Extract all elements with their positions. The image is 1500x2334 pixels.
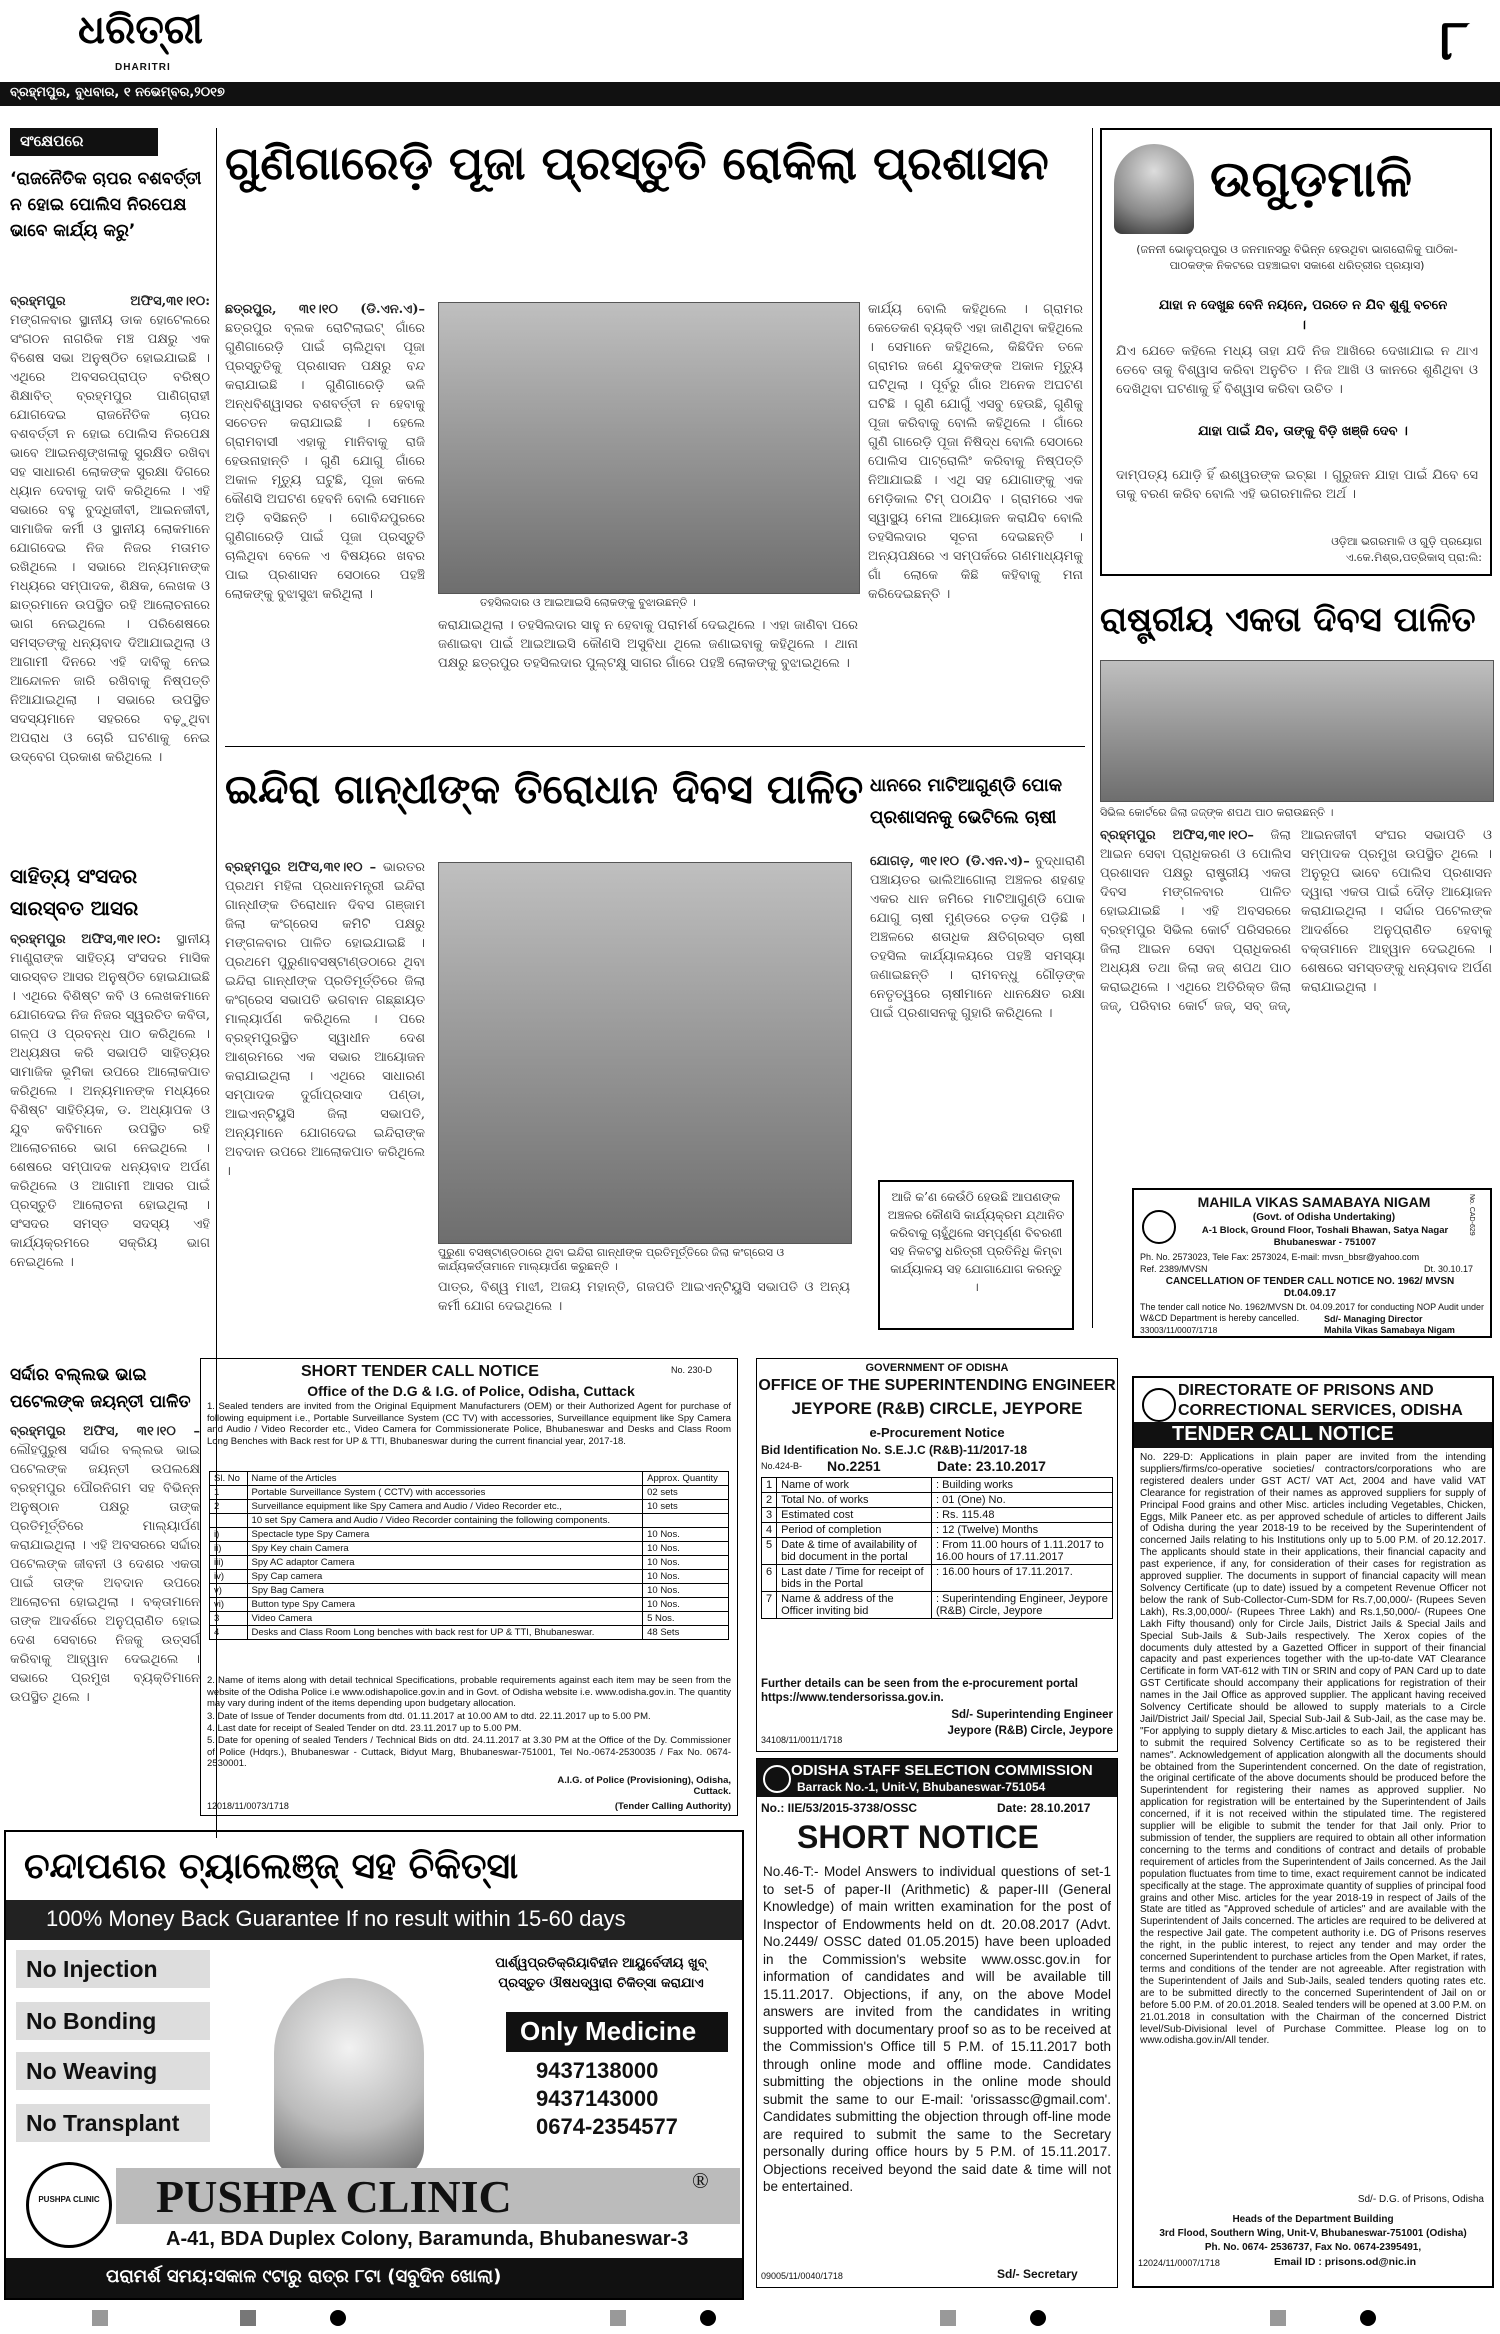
se-office: OFFICE OF THE SUPERINTENDING ENGINEER [758, 1377, 1116, 1394]
cell: Total No. of works [777, 1493, 932, 1508]
prisons-title-2: CORRECTIONAL SERVICES, ODISHA [1178, 1402, 1463, 1419]
cell: 10 Nos. [643, 1598, 729, 1612]
se-no: No.2251 [827, 1458, 881, 1474]
prisons-ad [1132, 1376, 1494, 2288]
lead-photo [438, 302, 860, 594]
brief-dateline: ବ୍ରହ୍ମପୁର ଅଫିସ,୩୧।୧୦: [10, 294, 210, 309]
cell: : From 11.00 hours of 1.11.2017 to 16.00 hours of 17.11.2017 [931, 1538, 1112, 1565]
clinic-no-bonding: No Bonding [16, 2002, 210, 2040]
prisons-head: Heads of the Department Building [1232, 2214, 1394, 2225]
dhana-notice: ଆଜି କ’ଣ କେଉଁଠି ହେଉଛି ଆପଣଙ୍କ ଅଞ୍ଚଳର କୌଣସି କାର୍ଯ୍ୟକ୍ରମ ଯ୍ଥାନିତ କରିବାକୁ ଚାହୁଁଥିଲେ ସମ୍ପୂର୍ଣ୍ଣ ବିବରଣୀ ସହ ନିକଟସ୍ଥ ଧରିତ୍ରୀ ପ୍ରତିନିଧି କିମ୍ବା କାର୍ଯ୍ୟାଳୟ ସହ ଯୋଗାଯୋଗ କରନ୍ତୁ । [887, 1190, 1065, 1294]
registration-marks [0, 2306, 1500, 2330]
cell: 48 Sets [643, 1626, 729, 1640]
cell: : 16.00 hours of 17.11.2017. [931, 1565, 1112, 1592]
cell: 5 [762, 1538, 777, 1565]
indira-caption: ପୁରୁଣା ବସଷ୍ଟାଣ୍ଡଠାରେ ଥିବା ଇନ୍ଦିରା ଗାନ୍ଧୀଙ୍କ ପ୍ରତିମୂର୍ତ୍ତିରେ ଜିଲା କଂଗ୍ରେସ ଓ କାର୍ଯ୍ୟକର୍ତ୍ତାମାନେ ମାଲ୍ୟାର୍ପଣ କରୁଛନ୍ତି । [438, 1246, 785, 1273]
ekata-headline: ରାଷ୍ଟ୍ରୀୟ ଏକତା ଦିବସ ପାଳିତ [1100, 600, 1476, 640]
cell: 5 Nos. [643, 1612, 729, 1626]
ekata-dateline: ବ୍ରହ୍ମପୁର ଅଫିସ,୩୧।୧୦– [1100, 828, 1254, 843]
table-row [210, 1556, 729, 1570]
clinic-name: PUSHPA CLINIC [156, 2171, 512, 2222]
indira-col-1: ବ୍ରହ୍ମପୁର ଅଫିସ,୩୧।୧୦ – ଭାରତର ପ୍ରଥମ ମହିଳା ପ୍ରଧାନମନ୍ତ୍ରୀ ଇନ୍ଦିରା ଗାନ୍ଧୀଙ୍କ ତିରୋଧାନ ଦିବସ ଗଞ୍ଜାମ ଜିଲା କଂଗ୍ରେସ କମିଟି ପକ୍ଷରୁ ମଙ୍ଗଳବାର ପାଳିତ ହୋଇଯାଇଛି । ପ୍ରଥମେ ପୁରୁଣାବସଷ୍ଟାଣ୍ଡଠାରେ ଥିବା ଇନ୍ଦିରା ଗାନ୍ଧୀଙ୍କ ପ୍ରତିମୂର୍ତ୍ତିରେ ଜିଲା କଂଗ୍ରେସ ସଭାପତି ଭଗବାନ ଗଛ୍ଛାୟତ ମାଲ୍ୟାର୍ପଣ କରିଥିଲେ । ପରେ ବ୍ରହ୍ମପୁରସ୍ଥିତ ସ୍ୱାଧୀନ ଦେଶ ଆଶ୍ରମରେ ଏକ ସଭାର ଆୟୋଜନ କରାଯାଇଥିଲା । ଏଥିରେ ସାଧାରଣ ସମ୍ପାଦକ ଦୁର୍ଗାପ୍ରସାଦ ପଣ୍ଡା, ଆଇଏନ୍‌ଟିୟୁସି ଜିଲା ସଭାପତି, ଅନ୍ୟମାନେ ଯୋଗଦେଇ ଇନ୍ଦିରାଙ୍କ ଅବଦାନ ଉପରେ ଆଲୋକପାତ କରିଥିଲେ । [225, 860, 425, 1179]
cell: iv) [210, 1570, 248, 1584]
table-row [210, 1584, 729, 1598]
table-header [210, 1472, 729, 1486]
mahila-ref: Ref. 2389/MVSN [1140, 1264, 1208, 1274]
ugrumali-intro: (ଜନନୀ ଭୋଳୁପ୍ରପୁର ଓ ଜନମାନସରୁ ବିଭିନ୍ନ ହେଉଥିବା ଭାଗରୋଳିକୁ ପାଠିକା-ପାଠକଙ୍କ ନିକଟରେ ପହଞ୍ଚାଇବା ସକାଶେ ଧରିତ୍ରୀର ପ୍ରୟାସ) [1136, 243, 1458, 272]
prisons-code: 12024/11/0007/1718 [1138, 2258, 1220, 2268]
ugrumali-credit: ଓଡ଼ିଆ ଭଗରମାଳି ଓ ଗୁଡ଼ି ପ୍ରୟୋଗ ଏ.କେ.ମିଶ୍ର,ପତ୍ରିକାସ୍ ପ୍ରା:ଲି: [1331, 535, 1482, 564]
page-number: ୮ [1440, 8, 1470, 73]
table-row [210, 1528, 729, 1542]
clinic-phone-1: 9437138000 [536, 2058, 659, 2083]
header-sl: Sl. No [210, 1472, 248, 1486]
dateline: ବ୍ରହ୍ମପୁର, ବୁଧବାର, ୧ ନଭେମ୍ବର,୨୦୧୭ [10, 85, 225, 100]
cell: 10 Nos. [643, 1542, 729, 1556]
ossc-no: No.: IIE/53/2015-3738/OSSC [761, 1801, 918, 1815]
ossc-sign: Sd/- Secretary [997, 2267, 1078, 2281]
prisons-address: 3rd Flood, Southern Wing, Unit-V, Bhubaneswar-751001 (Odisha) [1159, 2228, 1467, 2239]
lead-headline: ଗୁଣିଗାରେଡ଼ି ପୂଜା ପ୍ରସ୍ତୁତି ରୋକିଲା ପ୍ରଶାସନ [225, 136, 1049, 190]
cell: Last date / Time for receipt of bids in the Portal [777, 1565, 932, 1592]
masthead [0, 0, 1500, 110]
ekata-caption: ସିଭିଲ କୋର୍ଟରେ ଜିଲା ଜଜ୍ଙ୍କ ଶପଥ ପାଠ କରାଉଛନ୍ତି । [1100, 806, 1334, 819]
mahila-sign-2: Mahila Vikas Samabaya Nigam [1324, 1325, 1455, 1335]
mahila-dt: Dt. 30.10.17 [1424, 1264, 1474, 1274]
cell [210, 1514, 248, 1528]
clinic-only-bar [506, 2012, 728, 2052]
clinic-timing: ପରାମର୍ଶ ସମୟ:ସକାଳ ୯ଟାରୁ ରାତ୍ର ୮ଟା (ସବୁଦିନ ଖୋଲା) [106, 2266, 502, 2287]
sardar-headline: ସର୍ଦ୍ଦାର ବଲ୍ଲଭ ଭାଇ ପଟେଲଙ୍କ ଜୟନ୍ତୀ ପାଳିତ [10, 1365, 191, 1412]
ekata-photo [1100, 660, 1494, 802]
cell: 10 Nos. [643, 1570, 729, 1584]
clinic-no-weaving: No Weaving [16, 2052, 210, 2090]
cell: 3 [762, 1508, 777, 1523]
lead-caption: ତହସିଲଦାର ଓ ଆଇଆଇସି ଲୋକଙ୍କୁ ବୁଝାଉଛନ୍ତି । [480, 596, 696, 609]
mahila-body: The tender call notice No. 1962/MVSN Dt. 04.09.2017 for conducting NOP Audit under W&CD Department is hereby cancelled. [1140, 1302, 1485, 1323]
clinic-timing-bar [6, 2258, 742, 2298]
clinic-registered: ® [692, 2168, 709, 2193]
ugrumali-verse-1: ଯାହା ନ ଦେଖୁଛ ବେନି ନୟନେ, ପରତେ ନ ଯିବ ଶୁଣୁ ବଚନେ । [1158, 298, 1448, 333]
dhana-headline: ଧାନରେ ମାଟିଆଗୁଣ୍ଡି ପୋକ ପ୍ରଶାସନକୁ ଭେଟିଲେ ଚାଷୀ [870, 775, 1063, 828]
cell: 10 set Spy Camera and Audio / Video Recorder containing the following components. [247, 1514, 643, 1528]
table-row [210, 1542, 729, 1556]
mahila-ad [1132, 1188, 1492, 1338]
cartoon-figure-icon [1114, 144, 1194, 234]
clinic-odia-tagline: ପାର୍ଶ୍ୱପ୍ରତିକ୍ରିୟାବିହୀନ ଆୟୁର୍ବେଦୀୟ ଖୁବ୍‌ ପ୍ରସ୍ତୁତ ଔଷଧଦ୍ୱାରା ଚିକିତ୍ସା କରାଯାଏ [495, 1956, 707, 1991]
bald-head-photo [274, 1978, 424, 2178]
table-row [210, 1612, 729, 1626]
clinic-seal-text: PUSHPA CLINIC [38, 2195, 100, 2204]
table-row [210, 1598, 729, 1612]
clinic-address: A-41, BDA Duplex Colony, Baramunda, Bhubaneswar-3 [166, 2228, 689, 2250]
se-notice: e-Procurement Notice [869, 1425, 1005, 1440]
police-items-table [209, 1471, 729, 1640]
clinic-seal-icon [26, 2162, 112, 2248]
mahila-address: A-1 Block, Ground Floor, Toshali Bhawan, Satya Nagar Bhubaneswar - 751007 [1201, 1225, 1449, 1248]
clinic-no-list [6, 1944, 216, 2164]
cell: ii) [210, 1542, 248, 1556]
mahila-sign: Sd/- Managing Director [1324, 1314, 1423, 1324]
ekata-body: ବ୍ରହ୍ମପୁର ଅଫିସ,୩୧।୧୦– ଜିଲା ଆଇନ ସେବା ପ୍ରାଧିକରଣ ଓ ପୋଲିସ ପ୍ରଶାସନ ପକ୍ଷରୁ ରାଷ୍ଟ୍ରୀୟ ଏକତା ଦିବସ ମଙ୍ଗଳବାର ପାଳିତ ହୋଇଯାଇଛି । ଏହି ଅବସରରେ ବ୍ରହ୍ମପୁର ସିଭିଲ କୋର୍ଟ ପରିସରରେ ଜିଲା ଆଇନ ସେବା ପ୍ରାଧିକରଣ ଅଧ୍ୟକ୍ଷ ତଥା ଜିଲା ଜଜ୍ ଶପଥ ପାଠ କରାଇଥିଲେ । ଏଥିରେ ଅତିରିକ୍ତ ଜିଲା ଜଜ୍, ପରିବାର କୋର୍ଟ ଜଜ୍, ସବ୍ ଜଜ୍, ଆଇନଜୀବୀ ସଂଘର ସଭାପତି ଓ ସମ୍ପାଦକ ପ୍ରମୁଖ ଉପସ୍ଥିତ ଥିଲେ । ଅନୁରୂପ ଭାବେ ପୋଲିସ ପ୍ରଶାସନ ଦ୍ୱାରା ଏକତା ପାଇଁ ଦୌଡ଼ ଆୟୋଜନ କରାଯାଇଥିଲା । ସର୍ଦ୍ଦାର ପଟେଲଙ୍କ ଆଦର୍ଶରେ ଅନୁପ୍ରାଣିତ ହେବାକୁ ବକ୍ତାମାନେ ଆହ୍ୱାନ ଦେଇଥିଲେ । ଶେଷରେ ସମସ୍ତଙ୍କୁ ଧନ୍ୟବାଦ ଅର୍ପଣ କରାଯାଇଥିଲା । [1100, 828, 1492, 1014]
cell: 10 Nos. [643, 1556, 729, 1570]
mahila-cancel: CANCELLATION OF TENDER CALL NOTICE NO. 1962/ MVSN Dt.04.09.17 [1165, 1276, 1455, 1299]
sahitya-dateline: ବ୍ରହ୍ମପୁର ଅଫିସ,୩୧।୧୦: [10, 932, 161, 947]
cell: Spy Bag Camera [247, 1584, 643, 1598]
prisons-email: Email ID : prisons.od@nic.in [1274, 2256, 1417, 2268]
pushpa-clinic-ad [4, 1830, 744, 2300]
police-sign: A.I.G. of Police (Provisioning), Odisha, Cuttack. [557, 1775, 731, 1797]
cell: vi) [210, 1598, 248, 1612]
table-row [762, 1508, 1113, 1523]
cell: 4 [762, 1523, 777, 1538]
cell: Button type Spy Camera [247, 1598, 643, 1612]
table-row [762, 1493, 1113, 1508]
police-no: No. 230-D [671, 1365, 713, 1375]
se-sign-2: Jeypore (R&B) Circle, Jeypore [947, 1725, 1113, 1737]
cell [643, 1514, 729, 1528]
cell: : 01 (One) No. [931, 1493, 1112, 1508]
cell: 1 [210, 1486, 248, 1500]
clinic-phone-2: 9437143000 [536, 2086, 659, 2111]
prisons-phone: Ph. No. 0674- 2536737, Fax No. 0674-2395491, [1204, 2242, 1422, 2253]
cell: Estimated cost [777, 1508, 932, 1523]
sahitya-body: ବ୍ରହ୍ମପୁର ଅଫିସ,୩୧।୧୦: ସ୍ଥାନୀୟ ମାଣ୍ଡ୍ରାଙ୍କ ସାହିତ୍ୟ ସଂସଦର ମାସିକ ସାରସ୍ବତ ଆସର ଅନୁଷ୍ଠିତ ହୋଇଯାଇଛି । ଏଥିରେ ବିଶିଷ୍ଟ କବି ଓ ଲେଖକମାନେ ଯୋଗଦେଇ ନିଜ ନିଜର ସ୍ୱରଚିତ କବିତା, ଗଳ୍ପ ଓ ପ୍ରବନ୍ଧ ପାଠ କରିଥିଲେ । ଅଧ୍ୟକ୍ଷତା କରି ସଭାପତି ସାହିତ୍ୟର ସାମାଜିକ ଭୂମିକା ଉପରେ ଆଲୋକପାତ କରିଥିଲେ । ଅନ୍ୟମାନଙ୍କ ମଧ୍ୟରେ ବିଶିଷ୍ଟ ସାହିତ୍ୟିକ, ଡ. ଅଧ୍ୟାପକ ଓ ଯୁବ କବିମାନେ ଉପସ୍ଥିତ ରହି ଆଲୋଚନାରେ ଭାଗ ନେଇଥିଲେ । ଶେଷରେ ସମ୍ପାଦକ ଧନ୍ୟବାଦ ଅର୍ପଣ କରିଥିଲେ ଓ ଆଗାମୀ ଆସର ପାଇଁ ପ୍ରସ୍ତୁତି ଆଲୋଚନା ହୋଇଥିଲା । ସଂସଦର ସମସ୍ତ ସଦସ୍ୟ ଏହି କାର୍ଯ୍ୟକ୍ରମରେ ସକ୍ରିୟ ଭାଗ ନେଇଥିଲେ । [10, 932, 210, 1270]
cell: Period of completion [777, 1523, 932, 1538]
ossc-date: Date: 28.10.2017 [997, 1801, 1091, 1815]
cell: Portable Surveillance System ( CCTV) with accessories [247, 1486, 643, 1500]
cell: Spectacle type Spy Camera [247, 1528, 643, 1542]
police-para-4: 4. Last date for receipt of Sealed Tender on dtd. 23.11.2017 up to 5.00 PM. [207, 1723, 522, 1734]
dateline-bar [0, 82, 1500, 106]
cell: Spy Cap camera [247, 1570, 643, 1584]
ossc-ad [756, 1758, 1118, 2288]
police-para-1: 1. Sealed tenders are invited from the Original Equipment Manufacturers (OEM) or their Authorized Agent for purchase of following equipment i.e., Portable Surveillance System (CC TV) with accessories, Surveillance equipment like Spy Camera and Audio / Video Recorder etc., Video Camera for Commissionerate Police, Bhubaneswar and Desks and Class Room Long Benches with Back rest for UP & TTI, Bhubaneswar during the current financial year, 2017-18. [207, 1401, 731, 1447]
cell: v) [210, 1584, 248, 1598]
ugrumali-title: ଉଗୁଡ଼ମାଳି [1210, 150, 1412, 208]
column-rule-2 [1092, 128, 1093, 1328]
clinic-guarantee-bar [6, 1900, 742, 1940]
prisons-emblem-icon [1142, 1388, 1176, 1422]
prisons-body: No. 229-D: Applications in plain paper are invited from the intending suppliers/firms/co-operative societies/ contractors/corporations who are registered dealers under GST ACT/ VAT Act, 2004 and have valid VAT Clearance for registration of their names as approved suppliers for supply of Principal Food grains and other Misc. articles including Vegetables, Chicken, Eggs, Milk Paneer etc. as per approved schedule of articles to different Jails of Odisha during the year 2018-19 to be received by the Superintendent of concerned Jails relating to his Institutions only up to 5.00 P.M. of 20.12.2017. The applicants should state in their applications, their financial capacity and past experience, if any, for consideration of their cases for registration as approved supplier. The documents in support of financial capacity will mean Solvency Certificate (up to date) issued by a competent Revenue Officer not below the rank of Sub-Collector-Cum-SDM for Rs.7,00,000/- (Rupees Seven Lakh), Rs.3,00,000/- (Rupees Three Lakh) and Rs.1,50,000/- (Rupees One Lakh Fifty thousand) only for Circle Jails, District Jails & Special Jails and Special Sub-Jails & Sub-Jails respectively. The Xerox copies of the documents duly attested by a Gazetted Officer in support of their financial capacity and past experiences together with the up-to-date VAT Clearance Certificate in form VAT-612 with TIN or SRIN and copy of PAN Card up to date GST Certificate should accompany their applications for registration of their names in the Jail Office as approved supplier. The applicant having received Solvency Certificate should be allowed to supply materials to a Circle Jail/District Jail/ Special Jail, Special Sub-Jail & Sub-Jail, as the case may be. "For applying to supply dietary & Misc.articles to each Jail, the applicant has to submit the required Solvency Certificate so as to be registered their names". Acknowledgement of application alongwith all the documents should be obtained from the Superintendent concerned. On the date of registration, the original certificate of the above documents should be produced before the Superintendent for registering their names as approved supplier. No application for registration will be entertained by the Superintendent of Jails concerned, if it is not received within the stipulated time. The registered supplier will be eligible to submit the tender for that Jail only. Prior to submission of tender, the suppliers are required to obtain all other information concerning to the terms and conditions of contract and details of probable requirement of articles from the Superintendent of Jails concerned. As the Jail population fluctuates from time to time, exact requirement cannot be indicated specifically at the stage. The approximate quantity of supplies of principal food grains and other Misc. articles for the year 2018-19 in respect of Jails of the State are titled as "Approved schedule of articles" and are available with the Superintendent of Jails concerned. The articles are required to be delivered at the respective Jail gate. The competent authority i.e. DG of Prisons reserves the right, in the public interest, to reject any tender and may order the concerned Superintendent to purchase articles from the Open Market, if rates, terms and conditions of the tender are not agreeable. After registration with the Superintendent of Jails and Sub-Jails, sealed tenders quoting rates etc. are to be submitted directly to the concerned Superintendent of Jail on or before 5.00 P.M. of 20.01.2018. Sealed tenders will be opened at 3.00 P.M. on 21.01.2018 in consultation with the Chairman of the concerned District level/Sub-Divisional level of Purchase Committee. Please log on to www.odisha.gov.in/All tender. [1140, 1452, 1486, 2047]
police-para-2: 2. Name of items along with detail technical Specifications, probable requirements against each item may be seen from the website of the Odisha Police i.e www.odishapolice.gov.in and in Govt. of Odisha website i.e. www.odisha.gov.in. The quantity may vary during indent of the items depending upon budgetary allocation. [207, 1675, 731, 1709]
lead-rule [225, 746, 1085, 747]
cell: 4 [210, 1626, 248, 1640]
indira-photo [438, 862, 852, 1244]
police-code: 12018/11/0073/1718 [207, 1801, 289, 1811]
se-gov: GOVERNMENT OF ODISHA [865, 1362, 1009, 1374]
ossc-title: ODISHA STAFF SELECTION COMMISSION [791, 1762, 1093, 1779]
table-row [762, 1478, 1113, 1493]
police-office: Office of the D.G & I.G. of Police, Odisha, Cuttack [307, 1383, 635, 1399]
cell: Surveillance equipment like Spy Camera and Audio / Video Recorder etc., [247, 1500, 643, 1514]
clinic-no-injection: No Injection [16, 1950, 210, 1988]
indira-col-2: ପାତ୍ର, ବିଶ୍ୱ ମାଝୀ, ଅଜୟ ମହାନ୍ତି, ଗଜପତି ଆଇଏନ୍‌ଟିୟୁସି ସଭାପତି ଓ ଅନ୍ୟ କର୍ମୀ ଯୋଗ ଦେଇଥିଲେ । [438, 1280, 850, 1314]
cell: Video Camera [247, 1612, 643, 1626]
cell: Name & address of the Officer inviting bid [777, 1592, 932, 1619]
lead-col-1: ଛତ୍ରପୁର, ୩୧।୧୦ (ଡି.ଏନ.ଏ)– ଛତ୍ରପୁର ବ୍ଲକ ରୋଟିଲାଇଟ୍ ଗାଁରେ ଗୁଣିଗାରେଡ଼ି ପାଇଁ ଚାଲିଥିବା ପୂଜା ପ୍ରସ୍ତୁତିକୁ ପ୍ରଶାସନ ପକ୍ଷରୁ ବନ୍ଦ କରାଯାଇଛି । ଗୁଣିଗାରେଡ଼ି ଭଳି ଅନ୍ଧବିଶ୍ୱାସର ବଶବର୍ତ୍ତୀ ନ ହେବାକୁ ସଚେତନ କରାଯାଇଛି । ହେଲେ ଗ୍ରାମବାସୀ ଏହାକୁ ମାନିବାକୁ ରାଜି ହେଉନାହାନ୍ତି । ଗୁଣି ଯୋଗୁ ଗାଁରେ ଅକାଳ ମୃତ୍ୟୁ ଘଟୁଛି, ପୂଜା କଲେ କୌଣସି ଅଘଟଣ ହେବନି ବୋଲି ସେମାନେ ଅଡ଼ି ବସିଛନ୍ତି । ଗୋବିନ୍ଦପୁରରେ ଗୁଣିଗାରେଡ଼ି ପାଇଁ ପୂଜା ପ୍ରସ୍ତୁତି ଚାଲିଥିବା ବେଳେ ଏ ବିଷୟରେ ଖବର ପାଇ ପ୍ରଶାସନ ସେଠାରେ ପହଞ୍ଚି ଲୋକଙ୍କୁ ବୁଝାସୁଝା କରିଥିଲା । [225, 302, 425, 602]
police-para-5: 5. Date for opening of sealed Tenders / Technical Bids on dtd. 24.11.2017 at 3.30 PM at the Office of the Dy. Commissioner of Police (Hdqrs.), Bhubaneswar - Cuttack, Bidyut Marg, Bhubaneswar-751001, Tel No.-0674-2530035 / Fax No. 0674-2530001. [207, 1735, 731, 1769]
table-row [210, 1570, 729, 1584]
se-bid: Bid Identification No. S.E.J.C (R&B)-11/2017-18 [761, 1443, 1028, 1457]
cell: Spy Key chain Camera [247, 1542, 643, 1556]
sardar-dateline: ବ୍ରହ୍ମପୁର ଅଫିସ, ୩୧।୧୦ – [10, 1424, 200, 1439]
brief-label [10, 128, 158, 156]
sahitya-headline: ସାହିତ୍ୟ ସଂସଦର ସାରସ୍ବତ ଆସର [10, 864, 139, 920]
prisons-notice: TENDER CALL NOTICE [1172, 1423, 1394, 1445]
table-row [210, 1486, 729, 1500]
cell: iii) [210, 1556, 248, 1570]
cell: i) [210, 1528, 248, 1542]
prisons-notice-bar [1134, 1422, 1492, 1448]
se-further: Further details can be seen from the e-procurement portal https://www.tendersorissa.gov.in. [761, 1678, 1078, 1704]
ugrumali-para-2: ଦାମ୍ପତ୍ୟ ଯୋଡ଼ି ହିଁ ଈଶ୍ୱରଙ୍କ ଇଚ୍ଛା । ଗୁରୁଜନ ଯାହା ପାଇଁ ଯିବେ ସେ ତାକୁ ବରଣ କରିବ ବୋଲି ଏହି ଭଗରମାଳିର ଅର୍ଥ । [1116, 468, 1478, 502]
cell: 3 [210, 1612, 248, 1626]
table-row [762, 1565, 1113, 1592]
sardar-body: ବ୍ରହ୍ମପୁର ଅଫିସ, ୩୧।୧୦ – ଲୌହପୁରୁଷ ସର୍ଦ୍ଦାର ବଲ୍ଲଭ ଭାଇ ପଟେଲଙ୍କ ଜୟନ୍ତୀ ଉପଲକ୍ଷେ ବ୍ରହ୍ମପୁର ପୌରନିଗମ ସହ ବିଭିନ୍ନ ଅନୁଷ୍ଠାନ ପକ୍ଷରୁ ତାଙ୍କ ପ୍ରତିମୂର୍ତ୍ତିରେ ମାଲ୍ୟାର୍ପଣ କରାଯାଇଥିଲା । ଏହି ଅବସରରେ ସର୍ଦ୍ଦାର ପଟେଲଙ୍କ ଜୀବନୀ ଓ ଦେଶର ଏକତା ପାଇଁ ତାଙ୍କ ଅବଦାନ ଉପରେ ଆଲୋଚନା ହୋଇଥିଲା । ବକ୍ତାମାନେ ତାଙ୍କ ଆଦର୍ଶରେ ଅନୁପ୍ରାଣିତ ହୋଇ ଦେଶ ସେବାରେ ନିଜକୁ ଉତ୍ସର୍ଗ କରିବାକୁ ଆହ୍ୱାନ ଦେଇଥିଲେ । ସଭାରେ ପ୍ରମୁଖ ବ୍ୟକ୍ତିମାନେ ଉପସ୍ଥିତ ଥିଲେ । [10, 1424, 200, 1705]
cell: Desks and Class Room Long benches with back rest for UP & TTI, Bhubaneswar. [247, 1626, 643, 1640]
lead-col-2: କରାଯାଇଥିଲା । ତହସିଲଦାର ସାହୁ ନ ହେବାକୁ ପରାମର୍ଶ ଦେଇଥିଲେ । ଏହା ଜାଣିବା ପରେ ଜଣାଇବା ପାଇଁ ଆଇଆଇସି କୌଣସି ଅସୁବିଧା ଥିଲେ ଜଣାଇବାକୁ କହିଥିଲେ । ଥାନା ପକ୍ଷରୁ ଛତ୍ରପୁର ତହସିଲଦାର ପୁଲ୍ଟକ୍ଷୁ ସାଗର ଗାଁରେ ପହଞ୍ଚି ଲୋକଙ୍କୁ ବୁଝାଇଥିଲେ । [438, 618, 858, 671]
clinic-no-transplant: No Transplant [16, 2104, 210, 2142]
se-table [761, 1477, 1113, 1619]
table-row [210, 1514, 729, 1528]
se-sign: Sd/- Superintending Engineer [951, 1709, 1113, 1721]
cell: : Building works [931, 1478, 1112, 1493]
police-title: SHORT TENDER CALL NOTICE [301, 1363, 539, 1380]
prisons-title: DIRECTORATE OF PRISONS AND [1178, 1382, 1434, 1399]
se-jeypore-ad [756, 1358, 1118, 1752]
cell: 6 [762, 1565, 777, 1592]
police-para-3: 3. Date of Issue of Tender documents from dtd. 01.11.2017 at 10.00 AM to dtd. 22.11.2017 up to 5.00 PM. [207, 1711, 651, 1722]
clinic-headline: ଚନ୍ଦାପଣର ଚ୍ୟାଲେଞ୍ଜ୍ ସହ ଚିକିତ୍ସା [24, 1846, 519, 1887]
indira-headline: ଇନ୍ଦିରା ଗାନ୍ଧୀଙ୍କ ତିରୋଧାନ ଦିବସ ପାଳିତ [225, 767, 864, 813]
table-row [762, 1523, 1113, 1538]
cell: Name of work [777, 1478, 932, 1493]
header-name: Name of the Articles [247, 1472, 643, 1486]
cell: 1 [762, 1478, 777, 1493]
mahila-contact: Ph. No. 2573023, Tele Fax: 2573024, E-mail: mvsn_bbsr@yahoo.com [1140, 1252, 1420, 1262]
mahila-side-number: No. CAD-629 [1468, 1194, 1475, 1236]
brief-label-text: ସଂକ୍ଷେପରେ [20, 132, 84, 150]
cell: 7 [762, 1592, 777, 1619]
clinic-phone-3: 0674-2354577 [536, 2114, 678, 2139]
se-code: 34108/11/0011/1718 [761, 1735, 843, 1745]
ossc-code: 09005/11/0040/1718 [761, 2271, 843, 2281]
ugrumali-para-1: ଯିଏ ଯେତେ କହିଲେ ମଧ୍ୟ ତାହା ଯଦି ନିଜ ଆଖିରେ ଦେଖାଯାଇ ନ ଥାଏ ତେବେ ତାକୁ ବିଶ୍ୱାସ କରିବା ଅନୁଚିତ । ନିଜ ଆଖି ଓ କାନରେ ଶୁଣିଥିବା ଓ ଦେଖିଥିବା ଘଟଣାକୁ ହିଁ ବିଶ୍ୱାସ କରିବା ଉଚିତ । [1116, 344, 1478, 397]
cell: 10 Nos. [643, 1584, 729, 1598]
police-tender-ad [200, 1358, 738, 1816]
table-row [210, 1626, 729, 1640]
lead-col-3: କାର୍ଯ୍ୟ ବୋଲି କହିଥିଲେ । ଗ୍ରାମର କେତେକଣ ବ୍ୟକ୍ତି ଏହା ଜାଣିଥିବା କହିଥିଲେ । ସେମାନେ କହିଥିଲେ, କିଛିଦିନ ତଳେ ଗ୍ରାମର ଜଣେ ଯୁବକଙ୍କ ଅକାଳ ମୃତ୍ୟୁ ଘଟିଥିଲା । ପୂର୍ବରୁ ଗାଁର ଅନେକ ଅଘଟଣ ଘଟିଛି । ଗୁଣି ଯୋଗୁଁ ଏସବୁ ହେଉଛି, ଗୁଣିକୁ ପୂଜା କରିବାକୁ ବୋଲି କହିଥିଲେ । ଗାଁରେ ଗୁଣି ଗାରେଡ଼ି ପୂଜା ନିଷିଦ୍ଧ ବୋଲି ସେଠାରେ ପୋଲିସ ପାଟ୍ରୋଲିଂ କରିବାକୁ ନିଷ୍ପତ୍ତି ନିଆଯାଇଛି । ଏଥି ସହ ଯୋଗାଙ୍କୁ ଏକ ମେଡ଼ିକାଲ ଟିମ୍ ପଠାଯିବ । ଗ୍ରାମରେ ଏକ ସ୍ୱାସ୍ଥ୍ୟ ମେଳା ଆୟୋଜନ କରାଯିବ ବୋଲି ତହସିଲଦାର ସୂଚନା ଦେଇଛନ୍ତି । ଅନ୍ୟପକ୍ଷରେ ଏ ସମ୍ପର୍କରେ ଗଣମାଧ୍ୟମକୁ ଗାଁ ଲୋକେ କିଛି କହିବାକୁ ମନା କରିଦେଇଛନ୍ତି । [868, 302, 1083, 602]
header-qty: Approx. Quantity [643, 1472, 729, 1486]
brief-headline: ‘ରାଜନୈତିକ ଚାପର ବଶବର୍ତ୍ତୀ ନ ହୋଇ ପୋଲିସ ନିରପେକ୍ଷ ଭାବେ କାର୍ଯ୍ୟ କରୁ’ [10, 169, 202, 241]
table-row [210, 1500, 729, 1514]
ugrumali-verse-2: ଯାହା ପାଇଁ ଯିବ, ତାଙ୍କୁ ବିଡ଼ି ଖଞ୍ଜି ଦେବ । [1198, 424, 1408, 439]
cell: Date & time of availability of bid document in the portal [777, 1538, 932, 1565]
cell: : 12 (Twelve) Months [931, 1523, 1112, 1538]
cell: 2 [762, 1493, 777, 1508]
clinic-guarantee: 100% Money Back Guarantee If no result within 15-60 days [46, 1906, 626, 1931]
cell: : Rs. 115.48 [931, 1508, 1112, 1523]
ossc-address: Barrack No.-1, Unit-V, Bhubaneswar-751054 [797, 1780, 1046, 1794]
se-office-2: JEYPORE (R&B) CIRCLE, JEYPORE [791, 1399, 1083, 1418]
logo: ଧରିତ୍ରୀ [78, 6, 203, 53]
ossc-body: No.46-T:- Model Answers to individual questions of set-1 to set-5 of paper-II (Arithmetic) & paper-III (General Knowledge) of main written examination for the post of Inspector of Endowments held on dt. 20.08.2017 (Advt. No.2449/ OSSC dated 01.05.2015) have been uploaded in the Commission's website www.ossc.gov.in for information of candidates and will be available till 15.11.2017. Objections, if any, on the above Model answers are invited from the candidates in writing supported with documentary proof so as to be received at the Commission's Office till 5 P.M. of 15.11.2017 both through online mode and offline mode. Candidates submitting the objections in the online mode should submit the same to our E-mail: 'orissassc@gmail.com'. Candidates submitting the objection through off-line mode are required to submit the same to the Secretary personally during office hours by 5 P.M. of 15.11.2017. Objections received beyond the said date & time will not be entertained. [763, 1864, 1111, 2194]
clinic-only-medicine: Only Medicine [520, 2016, 697, 2046]
prisons-sign: Sd/- D.G. of Prisons, Odisha [1357, 2194, 1484, 2205]
mahila-code: 33003/11/0007/1718 [1140, 1325, 1218, 1335]
dhana-notice-box [878, 1180, 1074, 1330]
cell: 02 sets [643, 1486, 729, 1500]
dhana-dateline: ଯୋଗଡ଼, ୩୧।୧୦ (ଡି.ଏନ.ଏ)– [870, 854, 1030, 869]
dhana-body: ଯୋଗଡ଼, ୩୧।୧୦ (ଡି.ଏନ.ଏ)– ବୁଦ୍ଧାରାଣି ପଞ୍ଚାୟତର ଭାଲିଆଗୋଲା ଅଞ୍ଚଳର ଶହଶହ ଏକର ଧାନ ଜମିରେ ମାଟିଆଗୁଣ୍ଡି ପୋକ ଯୋଗୁ ଚାଷୀ ମୁଣ୍ଡରେ ଚଡ଼କ ପଡ଼ିଛି । ଅଞ୍ଚଳରେ ଶତାଧିକ କ୍ଷତିଗ୍ରସ୍ତ ଚାଷୀ ତହସିଲ କାର୍ଯ୍ୟାଳୟରେ ପହଞ୍ଚି ସମସ୍ୟା ଜଣାଇଛନ୍ତି । ରାମବନ୍ଧୁ ଗୌଡ଼ଙ୍କ ନେତୃତ୍ୱରେ ଚାଷୀମାନେ ଧାନକ୍ଷେତ ରକ୍ଷା ପାଇଁ ପ୍ରଶାସନକୁ ଗୁହାରି କରିଥିଲେ । [870, 854, 1085, 1021]
ugrumali-box [1100, 128, 1492, 576]
mahila-sub: (Govt. of Odisha Undertaking) [1252, 1212, 1396, 1223]
se-date: Date: 23.10.2017 [937, 1458, 1046, 1474]
ossc-heading: SHORT NOTICE [797, 1819, 1039, 1855]
brief-body: ବ୍ରହ୍ମପୁର ଅଫିସ,୩୧।୧୦: ମଙ୍ଗଳବାର ସ୍ଥାନୀୟ ଡାକ ହୋଟେଲରେ ସଂଗଠନ ନାଗରିକ ମଞ୍ଚ ପକ୍ଷରୁ ଏକ ବିଶେଷ ସଭା ଅନୁଷ୍ଠିତ ହୋଇଯାଇଛି । ଏଥିରେ ଅବସରପ୍ରାପ୍ତ ବରିଷ୍ଠ ଶିକ୍ଷାବିତ୍ ବ୍ରହ୍ମପୁର ପାଣିଗ୍ରାହୀ ଯୋଗଦେଇ ରାଜନୈତିକ ଚାପର ବଶବର୍ତ୍ତୀ ନ ହୋଇ ପୋଲିସ ନିରପେକ୍ଷ ଭାବେ ଆଇନଶୃଙ୍ଖଳାକୁ ସୁରକ୍ଷିତ ରଖିବା ସହ ସାଧାରଣ ଲୋକଙ୍କ ସୁରକ୍ଷା ଦିଗରେ ଧ୍ୟାନ ଦେବାକୁ ଦାବି କରିଥିଲେ । ଏହି ସଭାରେ ବହୁ ବୁଦ୍ଧିଜୀବୀ, ଆଇନଜୀବୀ, ସାମାଜିକ କର୍ମୀ ଓ ସ୍ଥାନୀୟ ଲୋକମାନେ ଯୋଗଦେଇ ନିଜ ନିଜର ମତାମତ ରଖିଥିଲେ । ସଭାରେ ଅନ୍ୟମାନଙ୍କ ମଧ୍ୟରେ ସମ୍ପାଦକ, ଶିକ୍ଷକ, ଲେଖକ ଓ ଛାତ୍ରମାନେ ଉପସ୍ଥିତ ରହି ଆଲୋଚନାରେ ଭାଗ ନେଇଥିଲେ । ପରିଶେଷରେ ସମସ୍ତଙ୍କୁ ଧନ୍ୟବାଦ ଦିଆଯାଇଥିଲା ଓ ଆଗାମୀ ଦିନରେ ଏହି ଦାବିକୁ ନେଇ ଆନ୍ଦୋଳନ ଜାରି ରଖିବାକୁ ନିଷ୍ପତ୍ତି ନିଆଯାଇଥିଲା । ସଭାରେ ଉପସ୍ଥିତ ସଦସ୍ୟମାନେ ସହରରେ ବଢ଼ୁଥିବା ଅପରାଧ ଓ ଚୋରି ଘଟଣାକୁ ନେଇ ଉଦ୍‌ବେଗ ପ୍ରକାଶ କରିଥିଲେ । [10, 294, 210, 765]
cell: 10 sets [643, 1500, 729, 1514]
cell: 2 [210, 1500, 248, 1514]
table-row [762, 1538, 1113, 1565]
cell: : Superintending Engineer, Jeypore (R&B) Circle, Jeypore [931, 1592, 1112, 1619]
se-no-label: No.424-B- [761, 1461, 803, 1471]
logo-sub: DHARITRI [115, 62, 171, 73]
cell: 10 Nos. [643, 1528, 729, 1542]
ossc-emblem-icon [763, 1765, 791, 1793]
table-row [762, 1592, 1113, 1619]
police-sign-2: (Tender Calling Authority) [614, 1801, 731, 1812]
lead-dateline: ଛତ୍ରପୁର, ୩୧।୧୦ (ଡି.ଏନ.ଏ)– [225, 302, 425, 317]
indira-dateline: ବ୍ରହ୍ମପୁର ଅଫିସ,୩୧।୧୦ – [225, 860, 377, 875]
cell: Spy AC adaptor Camera [247, 1556, 643, 1570]
mahila-title: MAHILA VIKAS SAMABAYA NIGAM [1197, 1194, 1431, 1210]
emblem-icon [1142, 1210, 1176, 1244]
